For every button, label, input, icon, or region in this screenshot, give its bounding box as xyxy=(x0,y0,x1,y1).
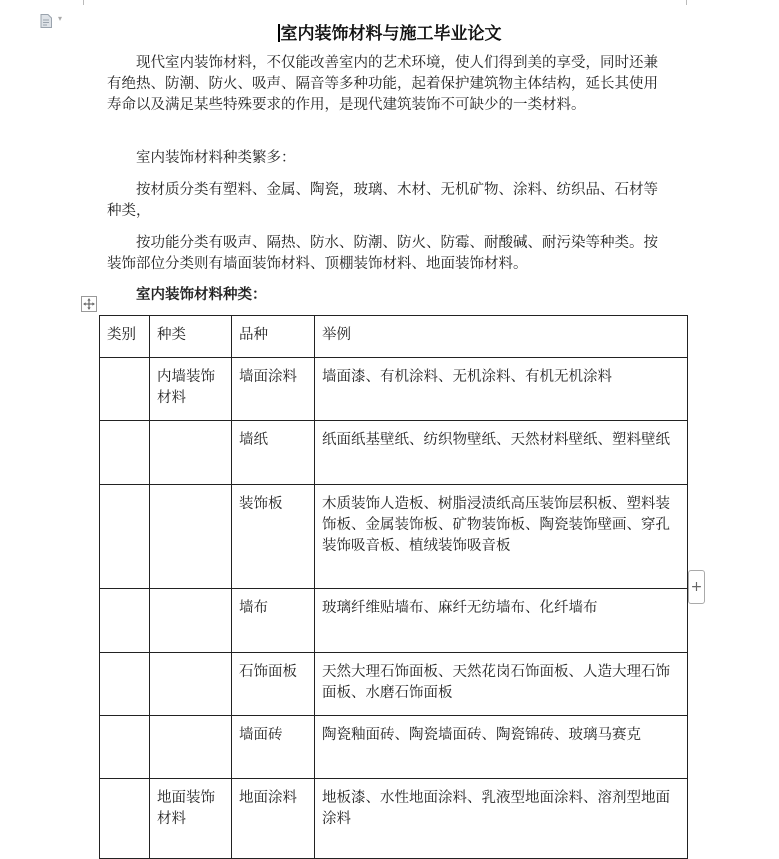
cell-variety: 墙纸 xyxy=(232,421,315,485)
cell-kind xyxy=(150,485,232,589)
cell-category xyxy=(100,589,150,653)
margin-marker-right xyxy=(686,0,687,5)
cell-kind xyxy=(150,589,232,653)
cell-variety: 石饰面板 xyxy=(232,653,315,716)
cell-example: 天然大理石饰面板、天然花岗石饰面板、人造大理石饰面板、水磨石饰面板 xyxy=(315,653,688,716)
paragraph-by-material: 按材质分类有塑料、金属、陶瓷，玻璃、木材、无机矿物、涂料、纺织品、石材等种类， xyxy=(107,182,658,219)
add-column-button[interactable] xyxy=(688,570,705,604)
document-title-text: 室内装饰材料与施工毕业论文 xyxy=(280,24,502,45)
cell-kind xyxy=(150,716,232,779)
cell-variety: 装饰板 xyxy=(232,485,315,589)
margin-marker-left xyxy=(83,0,84,5)
table-row xyxy=(100,653,688,716)
cell-example: 墙面漆、有机涂料、无机涂料、有机无机涂料 xyxy=(315,358,688,421)
cell-category xyxy=(100,653,150,716)
cell-kind: 内墙装饰材料 xyxy=(150,358,232,421)
document-title xyxy=(0,21,779,47)
paragraph-variety: 室内装饰材料种类繁多： xyxy=(136,150,296,166)
cell-variety: 墙布 xyxy=(232,589,315,653)
move-handle-icon[interactable] xyxy=(81,296,97,312)
cell-example: 陶瓷釉面砖、陶瓷墙面砖、陶瓷锦砖、玻璃马赛克 xyxy=(315,716,688,779)
table-row xyxy=(100,716,688,779)
cell-example: 地板漆、水性地面涂料、乳液型地面涂料、溶剂型地面涂料 xyxy=(315,779,688,859)
cell-variety: 墙面涂料 xyxy=(232,358,315,421)
plus-icon: + xyxy=(690,579,703,595)
table-row xyxy=(100,485,688,589)
table-header-row xyxy=(100,316,688,358)
cell-variety: 地面涂料 xyxy=(232,779,315,859)
cell-example: 纸面纸基壁纸、纺织物壁纸、天然材料壁纸、塑料壁纸 xyxy=(315,421,688,485)
cell-kind xyxy=(150,653,232,716)
paragraph-by-function: 按功能分类有吸声、隔热、防水、防潮、防火、防霉、耐酸碱、耐污染等种类。按装饰部位分类则有墙面装饰材料、顶棚装饰材料、地面装饰材料。 xyxy=(107,235,658,272)
cell-category xyxy=(100,716,150,779)
header-category: 类别 xyxy=(100,316,150,358)
table-row xyxy=(100,589,688,653)
text-cursor xyxy=(278,24,280,42)
table-row xyxy=(100,421,688,485)
header-variety: 品种 xyxy=(232,316,315,358)
cell-category xyxy=(100,779,150,859)
materials-table xyxy=(99,315,688,859)
chevron-down-icon[interactable]: ▾ xyxy=(58,14,63,23)
table-row xyxy=(100,779,688,859)
header-kind: 种类 xyxy=(150,316,232,358)
cell-category xyxy=(100,358,150,421)
cell-variety: 墙面砖 xyxy=(232,716,315,779)
cell-example: 玻璃纤维贴墙布、麻纤无纺墙布、化纤墙布 xyxy=(315,589,688,653)
section-heading: 室内装饰材料种类： xyxy=(136,287,267,303)
table-row xyxy=(100,358,688,421)
cell-category xyxy=(100,421,150,485)
cell-category xyxy=(100,485,150,589)
cell-kind xyxy=(150,421,232,485)
paragraph-intro: 现代室内装饰材料，不仅能改善室内的艺术环境，使人们得到美的享受，同时还兼有绝热、防潮、防火、吸声、隔音等多种功能，起着保护建筑物主体结构，延长其使用寿命以及满足某些特殊要求的作用，是现代建筑装饰不可缺少的一类材料。 xyxy=(107,55,658,113)
cell-example: 木质装饰人造板、树脂浸渍纸高压装饰层积板、塑料装饰板、金属装饰板、矿物装饰板、陶瓷装饰壁画、穿孔装饰吸音板、植绒装饰吸音板 xyxy=(315,485,688,589)
header-example: 举例 xyxy=(315,316,688,358)
cell-kind: 地面装饰材料 xyxy=(150,779,232,859)
